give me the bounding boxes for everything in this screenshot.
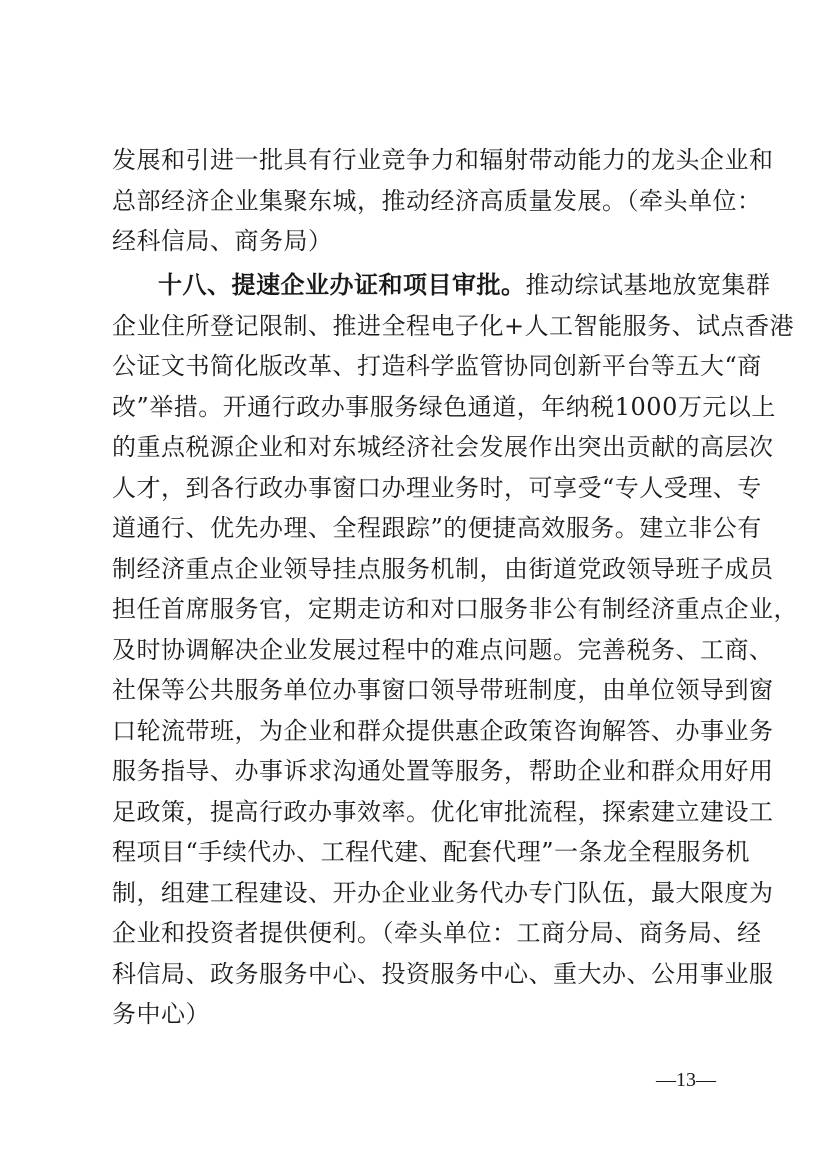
paragraph-line: 改”举措。开通行政办事服务绿色通道，年纳税1000万元以上: [112, 392, 776, 421]
paragraph-line: 的重点税源企业和对东城经济社会发展作出突出贡献的高层次: [112, 433, 774, 461]
paragraph-line: 及时协调解决企业发展过程中的难点问题。完善税务、工商、: [112, 635, 774, 664]
paragraph-line: 社保等公共服务单位办事窗口领导带班制度，由单位领导到窗: [112, 676, 774, 704]
paragraph-line: 足政策，提高行政办事效率。优化审批流程，探索建立建设工: [112, 797, 774, 826]
section-heading: 十八、提速企业办证和项目审批。: [158, 271, 526, 299]
paragraph-line: 制，组建工程建设、开办企业业务代办专门队伍，最大限度为: [112, 878, 774, 907]
paragraph-line: 服务指导、办事诉求沟通处置等服务，帮助企业和群众用好用: [112, 757, 774, 785]
heading-continuation: 推动综试基地放宽集群: [525, 271, 771, 299]
paragraph-line: 经科信局、商务局）: [112, 227, 333, 255]
paragraph-line: 人才，到各行政办事窗口办理业务时，可享受“专人受理、专: [112, 473, 762, 502]
paragraph-line: 道通行、优先办理、全程跟踪”的便捷高效服务。建立非公有: [112, 514, 762, 542]
paragraph-business-development: [112, 140, 774, 262]
paragraph-line: 制经济重点企业领导挂点服务机制，由街道党政领导班子成员: [112, 554, 774, 583]
paragraph-approval-speedup: [112, 265, 798, 1035]
paragraph-line: 程项目“手续代办、工程代建、配套代理”一条龙全程服务机: [112, 838, 751, 866]
paragraph-line: 担任首席服务官，定期走访和对口服务非公有制经济重点企业，: [112, 595, 798, 623]
paragraph-line: 科信局、政务服务中心、投资服务中心、重大办、公用事业服: [112, 959, 774, 988]
page-number: —13—: [656, 1069, 716, 1091]
paragraph-line: 总部经济企业集聚东城，推动经济高质量发展。（牵头单位：: [112, 186, 762, 215]
paragraph-line: 企业和投资者提供便利。（牵头单位：工商分局、商务局、经: [112, 919, 762, 947]
paragraph-line: 发展和引进一批具有行业竞争力和辐射带动能力的龙头企业和: [112, 146, 774, 174]
paragraph-line: 企业住所登记限制、推进全程电子化+人工智能服务、试点香港: [112, 311, 795, 340]
paragraph-line: 口轮流带班，为企业和群众提供惠企政策咨询解答、办事业务: [112, 716, 774, 745]
paragraph-line: 务中心）: [112, 1000, 210, 1028]
paragraph-line: 公证文书简化版改革、打造科学监管协同创新平台等五大“商: [112, 352, 762, 380]
paragraph-first-line: [112, 265, 771, 306]
